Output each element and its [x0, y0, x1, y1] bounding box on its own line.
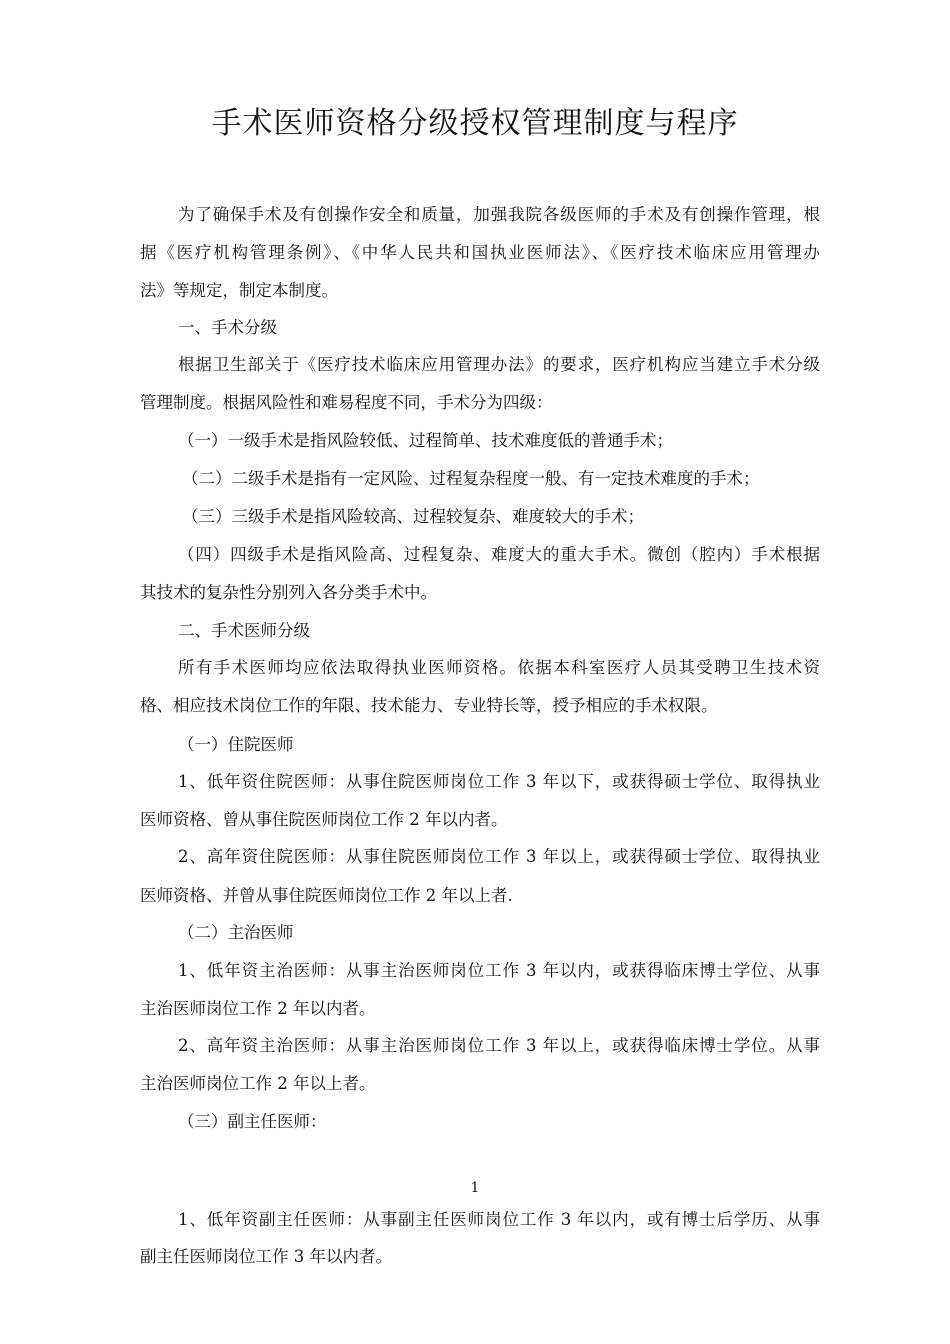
associate-1-line-1: 1、低年资副主任医师：从事副主任医师岗位工作 3 年以内，或有博士后学历、从事 — [178, 1210, 820, 1229]
section1-heading: 一、手术分级 — [178, 318, 277, 337]
section2-para-line-2: 格、相应技术岗位工作的年限、技术能力、专业特长等，授予相应的手术权限。 — [140, 696, 718, 715]
associate-1-line-2: 副主任医师岗位工作 3 年以内者。 — [140, 1247, 392, 1266]
attending-1-line-2: 主治医师岗位工作 2 年以内者。 — [140, 999, 376, 1018]
resident-2-line-2: 医师资格、并曾从事住院医师岗位工作 2 年以上者. — [140, 886, 513, 905]
resident-1-line-2: 医师资格、曾从事住院医师岗位工作 2 年以内者。 — [140, 810, 508, 829]
attending-heading: （二）主治医师 — [178, 923, 294, 942]
section2-heading: 二、手术医师分级 — [178, 621, 310, 640]
section1-para-line-1: 根据卫生部关于《医疗技术临床应用管理办法》的要求，医疗机构应当建立手术分级 — [178, 355, 820, 374]
level-item-2: （二）二级手术是指有一定风险、过程复杂程度一般、有一定技术难度的手术； — [182, 469, 760, 488]
section2-para-line-1: 所有手术医师均应依法取得执业医师资格。依据本科室医疗人员其受聘卫生技术资 — [178, 658, 820, 677]
level-item-4-line-1: （四）四级手术是指风险高、过程复杂、难度大的重大手术。微创（腔内）手术根据 — [178, 545, 820, 564]
attending-2-line-2: 主治医师岗位工作 2 年以上者。 — [140, 1074, 376, 1093]
intro-line-1: 为了确保手术及有创操作安全和质量，加强我院各级医师的手术及有创操作管理，根 — [178, 205, 820, 224]
level-item-4-line-2: 其技术的复杂性分别列入各分类手术中。 — [140, 583, 437, 602]
section1-para-line-2: 管理制度。根据风险性和难易程度不同，手术分为四级： — [140, 393, 553, 412]
attending-1-line-1: 1、低年资主治医师：从事主治医师岗位工作 3 年以内，或获得临床博士学位、从事 — [178, 961, 820, 980]
intro-line-2: 据《医疗机构管理条例》、《中华人民共和国执业医师法》、《医疗技术临床应用管理办 — [140, 243, 820, 262]
level-item-3: （三）三级手术是指风险较高、过程较复杂、难度较大的手术； — [182, 507, 644, 526]
resident-1-line-1: 1、低年资住院医师：从事住院医师岗位工作 3 年以下，或获得硕士学位、取得执业 — [178, 772, 820, 791]
level-item-1: （一）一级手术是指风险较低、过程简单、技术难度低的普通手术； — [178, 431, 673, 450]
resident-2-line-1: 2、高年资住院医师：从事住院医师岗位工作 3 年以上，或获得硕士学位、取得执业 — [178, 847, 820, 866]
page-number: 1 — [470, 1180, 480, 1196]
associate-heading: （三）副主任医师： — [178, 1112, 327, 1131]
document-title: 手术医师资格分级授权管理制度与程序 — [211, 106, 739, 141]
attending-2-line-1: 2、高年资主治医师：从事主治医师岗位工作 3 年以上，或获得临床博士学位。从事 — [178, 1036, 820, 1055]
intro-line-3: 法》等规定，制定本制度。 — [140, 281, 338, 300]
resident-heading: （一）住院医师 — [178, 735, 294, 754]
